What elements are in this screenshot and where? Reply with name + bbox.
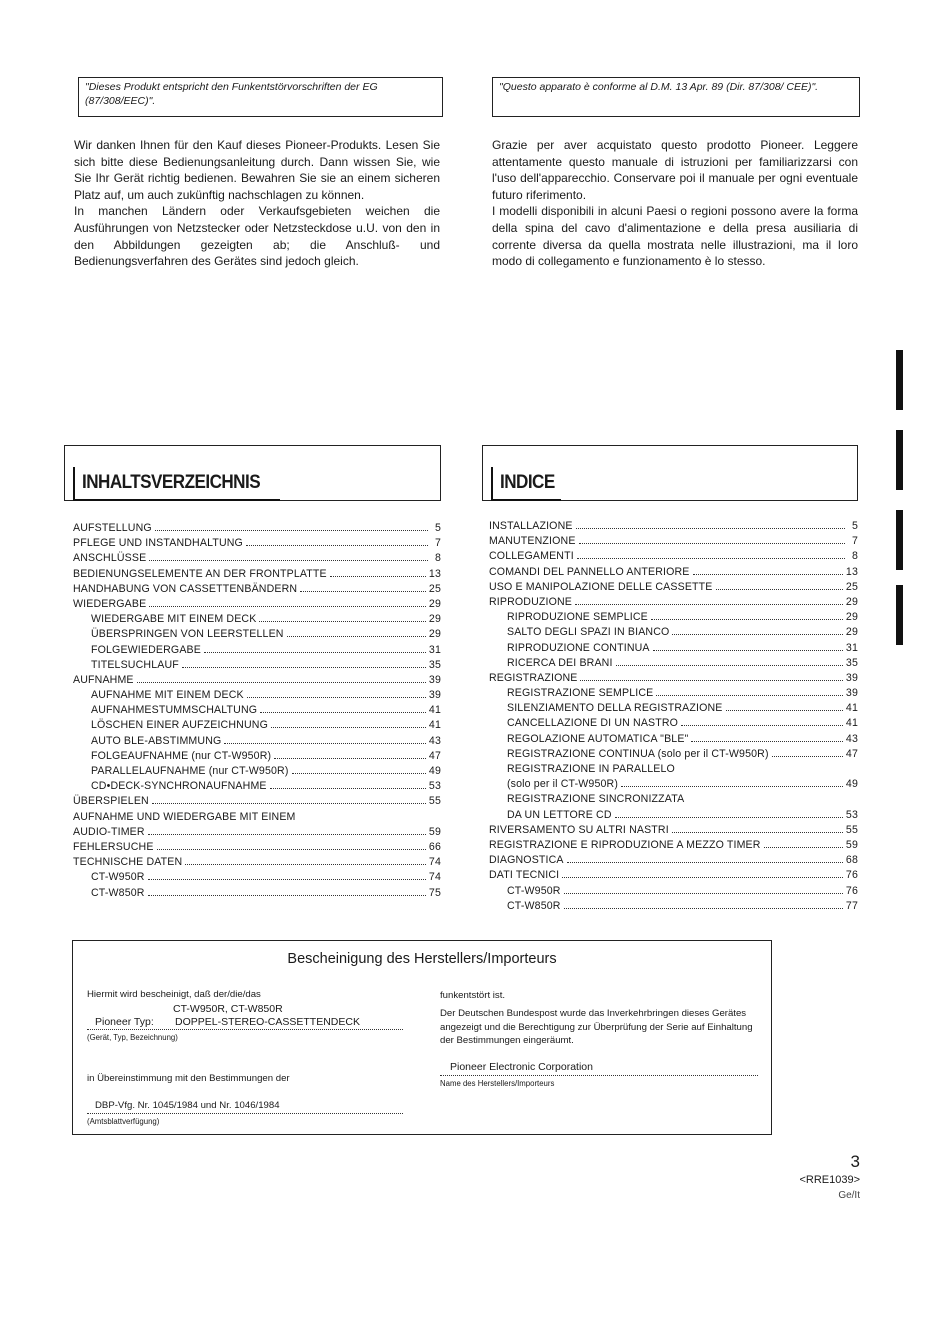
toc-entry [73, 718, 441, 733]
toc-entry [489, 595, 858, 610]
toc-entry-label: HANDHABUNG VON CASSETTENBÄNDERN [73, 582, 298, 595]
toc-de-heading-box [64, 445, 441, 501]
toc-entry-label: CT-W950R [507, 884, 561, 897]
toc-entry-label: ÜBERSPRINGEN VON LEERSTELLEN [91, 628, 284, 641]
toc-entry-label: BEDIENUNGSELEMENTE AN DER FRONTPLATTE [73, 567, 327, 580]
toc-entry-page: 43 [845, 732, 858, 745]
toc-entry [73, 886, 441, 901]
toc-entry-label: AUTO BLE-ABSTIMMUNG [91, 734, 222, 747]
toc-entry-label: REGISTRAZIONE SINCRONIZZATA [507, 793, 685, 806]
certificate-company-caption: Name des Herstellers/Importeurs [440, 1079, 555, 1088]
toc-entry-page: 59 [428, 825, 441, 838]
toc-entry-page: 41 [845, 702, 858, 715]
toc-de-title: INHALTSVERZEICHNIS [82, 472, 261, 493]
document-code: <RRE1039> [799, 1174, 860, 1186]
toc-entry [73, 734, 441, 749]
toc-entry [73, 779, 441, 794]
toc-entry-page: 41 [428, 719, 441, 732]
notice-it-text: "Questo apparato è conforme al D.M. 13 Apr. 89 (Dir. 87/308/ CEE)". [499, 81, 819, 93]
toc-leader-dots [580, 680, 842, 681]
toc-de-list [73, 521, 441, 901]
toc-entry [489, 823, 858, 838]
toc-entry [489, 534, 858, 549]
certificate-models: CT-W950R, CT-W850R [173, 1003, 283, 1015]
toc-entry-label: (solo per il CT-W950R) [507, 778, 619, 791]
toc-entry-label: REGISTRAZIONE E RIPRODUZIONE A MEZZO TIMER [489, 838, 761, 851]
toc-entry-label: ANSCHLÜSSE [73, 552, 147, 565]
toc-entry-page: 29 [428, 597, 441, 610]
toc-entry-page: 77 [845, 899, 858, 912]
toc-entry-page: 53 [428, 780, 441, 793]
toc-entry-page: 39 [428, 673, 441, 686]
toc-entry-label: FOLGEAUFNAHME (nur CT-W950R) [91, 749, 272, 762]
toc-entry-page: 59 [845, 838, 858, 851]
certificate-regulation-dotline [87, 1113, 403, 1114]
toc-entry-label: RIPRODUZIONE SEMPLICE [507, 611, 648, 624]
toc-entry-label: DA UN LETTORE CD [507, 808, 612, 821]
toc-entry [489, 868, 858, 883]
certificate-right1: funkentstört ist. [440, 990, 506, 1001]
toc-entry-label: AUFNAHME MIT EINEM DECK [91, 689, 244, 702]
toc-entry-label: PARALLELAUFNAHME (nur CT-W950R) [91, 765, 289, 777]
toc-entry-label: REGISTRAZIONE IN PARALLELO [507, 763, 675, 775]
language-code: Ge/It [838, 1190, 860, 1201]
toc-entry-page: 8 [851, 550, 858, 563]
intro-it [492, 137, 858, 270]
toc-entry [489, 899, 858, 914]
toc-entry-page: 5 [434, 522, 441, 534]
toc-it-heading-frame [491, 467, 561, 501]
toc-entry [489, 884, 858, 899]
toc-leader-dots [726, 710, 843, 711]
toc-entry [489, 792, 858, 807]
toc-de-heading-frame [73, 467, 280, 501]
toc-entry [489, 580, 858, 595]
toc-entry-label: AUDIO-TIMER [73, 825, 145, 838]
toc-entry-page: 49 [845, 778, 858, 791]
index-tab-bar-4 [896, 585, 903, 645]
toc-entry-label: TITELSUCHLAUF [91, 658, 179, 671]
toc-entry [73, 870, 441, 885]
toc-leader-dots [693, 574, 843, 575]
toc-entry [489, 732, 858, 747]
toc-entry-label: TECHNISCHE DATEN [73, 856, 183, 869]
certificate-line2: in Übereinstimmung mit den Bestimmungen der [87, 1073, 290, 1084]
toc-entry-page: 74 [428, 856, 441, 869]
toc-leader-dots [772, 756, 843, 757]
toc-entry-page: 29 [845, 611, 858, 624]
toc-leader-dots [653, 650, 843, 651]
toc-leader-dots [182, 667, 426, 668]
notice-de-text: "Dieses Produkt entspricht den Funkentstörvorschriften der EG (87/308/EEC)". [85, 81, 378, 107]
toc-leader-dots [564, 908, 843, 909]
toc-leader-dots [564, 893, 843, 894]
toc-leader-dots [287, 636, 426, 637]
toc-entry-page: 75 [428, 886, 441, 899]
toc-entry-label: RICERCA DEI BRANI [507, 656, 613, 669]
index-tab-bar-2 [896, 430, 903, 490]
certificate-company: Pioneer Electronic Corporation [450, 1061, 593, 1073]
toc-entry-page: 39 [428, 689, 441, 702]
toc-entry-label: AUFNAHME UND WIEDERGABE MIT EINEM [73, 810, 296, 823]
toc-entry [73, 658, 441, 673]
toc-entry-label: PFLEGE UND INSTANDHALTUNG [73, 537, 243, 550]
toc-entry [489, 641, 858, 656]
toc-entry-label: CD•DECK-SYNCHRONAUFNAHME [91, 780, 267, 793]
toc-leader-dots [651, 619, 843, 620]
toc-entry-label: SILENZIAMENTO DELLA REGISTRAZIONE [507, 702, 723, 715]
toc-entry-page: 13 [845, 565, 858, 578]
toc-it-list [489, 519, 858, 914]
toc-entry-page: 35 [428, 658, 441, 671]
index-tab-bar-3 [896, 510, 903, 570]
toc-entry-page: 31 [428, 643, 441, 656]
toc-entry [73, 673, 441, 688]
toc-entry [489, 777, 858, 792]
toc-leader-dots [204, 652, 426, 653]
toc-entry [73, 794, 441, 809]
certificate-title: Bescheinigung des Herstellers/Importeurs [287, 951, 557, 967]
toc-entry-label: REGISTRAZIONE SEMPLICE [507, 687, 654, 700]
toc-entry-label: COMANDI DEL PANNELLO ANTERIORE [489, 565, 690, 578]
notice-it [492, 77, 860, 117]
toc-leader-dots [155, 530, 428, 531]
toc-entry-label: CT-W850R [507, 899, 561, 912]
toc-entry [489, 808, 858, 823]
toc-entry-page: 29 [428, 628, 441, 641]
toc-entry-page: 43 [428, 734, 441, 747]
toc-entry-page: 53 [845, 808, 858, 821]
toc-entry [489, 762, 858, 777]
toc-leader-dots [185, 864, 426, 865]
toc-entry-page: 13 [428, 567, 441, 580]
intro-de-p1: Wir danken Ihnen für den Kauf dieses Pioneer-Produkts. Lesen Sie sich bitte diese Bedienungsanleitung durch. Dann wissen Sie, wie Sie Ihr Gerät richtig bedienen. Bewahren Sie sie an einem sicheren Platz auf, um auch zukünftig nachschlagen zu können. [74, 138, 440, 202]
certificate-company-dotline [440, 1075, 758, 1076]
certificate-regulation: DBP-Vfg. Nr. 1045/1984 und Nr. 1046/1984 [95, 1100, 280, 1111]
toc-leader-dots [224, 743, 426, 744]
toc-entry-page: 39 [845, 687, 858, 700]
toc-entry [489, 671, 858, 686]
toc-entry-label: RIPRODUZIONE CONTINUA [507, 641, 650, 654]
toc-leader-dots [148, 879, 426, 880]
toc-entry [73, 688, 441, 703]
toc-entry [73, 749, 441, 764]
toc-entry-page: 7 [851, 535, 858, 548]
toc-entry-label: WIEDERGABE MIT EINEM DECK [91, 613, 257, 626]
toc-entry-label: USO E MANIPOLAZIONE DELLE CASSETTE [489, 580, 713, 593]
toc-entry-label: RIVERSAMENTO SU ALTRI NASTRI [489, 823, 669, 836]
toc-entry-page: 31 [845, 641, 858, 654]
toc-entry [489, 625, 858, 640]
toc-entry [73, 582, 441, 597]
toc-entry-page: 76 [845, 869, 858, 882]
manufacturer-certificate [72, 940, 772, 1135]
certificate-type-label: Pioneer Typ: [95, 1016, 154, 1028]
toc-entry-label: DIAGNOSTICA [489, 854, 564, 867]
toc-entry-label: CT-W950R [91, 871, 145, 884]
toc-leader-dots [260, 712, 426, 713]
toc-entry [73, 810, 441, 825]
toc-leader-dots [562, 877, 843, 878]
toc-entry-page: 39 [845, 671, 858, 684]
index-tab-bar-1 [896, 350, 903, 410]
toc-entry-page: 7 [434, 537, 441, 550]
toc-entry-page: 29 [845, 626, 858, 639]
toc-leader-dots [576, 528, 845, 529]
toc-entry-label: ÜBERSPIELEN [73, 795, 149, 808]
toc-leader-dots [149, 560, 428, 561]
certificate-type-caption: (Gerät, Typ, Bezeichnung) [87, 1033, 178, 1042]
intro-de [74, 137, 440, 270]
toc-leader-dots [575, 604, 843, 605]
toc-entry [73, 551, 441, 566]
toc-entry [489, 701, 858, 716]
toc-entry [73, 612, 441, 627]
toc-entry [489, 747, 858, 762]
toc-leader-dots [274, 758, 426, 759]
toc-entry-page: 55 [845, 823, 858, 836]
toc-entry [489, 565, 858, 580]
toc-leader-dots [656, 695, 843, 696]
toc-entry-label: COLLEGAMENTI [489, 550, 574, 563]
toc-entry-page: 47 [845, 747, 858, 760]
toc-entry-page: 5 [851, 520, 858, 532]
intro-it-p1: Grazie per aver acquistato questo prodotto Pioneer. Leggere attentamente questo manuale di istruzioni per familiarizzarsi con l'uso dell'apparecchio. Conservare poi il manuale per ogni eventuale futuro riferimento. [492, 138, 858, 202]
toc-entry-page: 35 [845, 656, 858, 669]
toc-entry [489, 610, 858, 625]
toc-entry-page: 68 [845, 854, 858, 867]
toc-entry-page: 49 [428, 765, 441, 777]
toc-leader-dots [247, 697, 426, 698]
toc-entry-page: 76 [845, 884, 858, 897]
toc-entry [73, 567, 441, 582]
toc-entry-label: AUFNAHME [73, 673, 134, 686]
toc-it-heading-box [482, 445, 858, 501]
toc-leader-dots [330, 576, 426, 577]
toc-leader-dots [148, 834, 426, 835]
toc-entry-label: LÖSCHEN EINER AUFZEICHNUNG [91, 719, 268, 732]
toc-entry-label: DATI TECNICI [489, 869, 560, 882]
toc-entry [73, 764, 441, 779]
toc-leader-dots [567, 862, 843, 863]
toc-leader-dots [137, 682, 426, 683]
toc-leader-dots [271, 727, 426, 728]
toc-entry-label: RIPRODUZIONE [489, 595, 573, 608]
toc-entry-page: 29 [428, 613, 441, 626]
toc-entry [73, 840, 441, 855]
page-number: 3 [850, 1152, 860, 1171]
toc-entry-label: CANCELLAZIONE DI UN NASTRO [507, 717, 679, 730]
toc-entry-page: 25 [845, 580, 858, 593]
toc-entry-label: AUFSTELLUNG [73, 522, 152, 534]
toc-entry [489, 716, 858, 731]
toc-entry [73, 627, 441, 642]
toc-entry-page: 29 [845, 595, 858, 608]
toc-entry [73, 536, 441, 551]
toc-entry-label: WIEDERGABE [73, 597, 147, 610]
toc-entry-page: 47 [428, 749, 441, 762]
toc-entry-page: 8 [434, 552, 441, 565]
toc-it-title: INDICE [500, 472, 555, 493]
toc-entry-page: 66 [428, 840, 441, 853]
toc-entry-page: 41 [428, 704, 441, 717]
toc-entry-page: 74 [428, 871, 441, 884]
toc-leader-dots [621, 786, 843, 787]
toc-entry [73, 825, 441, 840]
toc-entry [489, 549, 858, 564]
toc-leader-dots [764, 847, 843, 848]
toc-entry-label: CT-W850R [91, 886, 145, 899]
toc-entry [73, 855, 441, 870]
notice-de [78, 77, 443, 117]
toc-leader-dots [300, 591, 426, 592]
toc-leader-dots [672, 832, 843, 833]
certificate-line1: Hiermit wird bescheinigt, daß der/die/das [87, 989, 261, 1000]
toc-leader-dots [152, 803, 426, 804]
toc-entry [73, 521, 441, 536]
toc-leader-dots [157, 849, 426, 850]
toc-leader-dots [292, 773, 426, 774]
toc-leader-dots [672, 634, 842, 635]
toc-entry-label: AUFNAHMESTUMMSCHALTUNG [91, 704, 258, 717]
toc-entry [489, 838, 858, 853]
toc-leader-dots [691, 741, 842, 742]
toc-entry-label: REGISTRAZIONE [489, 671, 578, 684]
toc-leader-dots [616, 665, 843, 666]
toc-leader-dots [149, 606, 426, 607]
toc-entry [489, 656, 858, 671]
toc-leader-dots [259, 621, 425, 622]
toc-entry-label: FOLGEWIEDERGABE [91, 643, 201, 656]
toc-entry-label: MANUTENZIONE [489, 535, 576, 548]
toc-leader-dots [270, 788, 426, 789]
toc-entry [73, 597, 441, 612]
toc-leader-dots [148, 895, 426, 896]
certificate-type-value: DOPPEL-STEREO-CASSETTENDECK [175, 1016, 360, 1028]
toc-entry-label: REGOLAZIONE AUTOMATICA "BLE" [507, 732, 689, 745]
certificate-right2: Der Deutschen Bundespost wurde das Inverkehrbringen dieses Gerätes angezeigt und die Berechtigung zur Überprüfung der Serie auf Einhaltung der Bestimmungen eingeräumt. [440, 1008, 753, 1046]
toc-leader-dots [579, 543, 845, 544]
toc-entry [489, 853, 858, 868]
certificate-type-dotline [87, 1029, 403, 1030]
toc-leader-dots [716, 589, 843, 590]
intro-de-p2: In manchen Ländern oder Verkaufsgebieten weichen die Ausführungen von Netzstecker oder Netzsteckdose u.U. von den in den Abbildungen gezeigten ab; die Anschluß- und Bedienungsverfahren des Gerätes sind jedoch gleich. [74, 204, 440, 269]
toc-entry-page: 55 [428, 795, 441, 808]
toc-entry-page: 25 [428, 582, 441, 595]
intro-it-p2: I modelli disponibili in alcuni Paesi o regioni possono avere la forma della spina del cavo d'alimentazione e della presa ausiliaria di corrente diversa da quella mostrata nelle illustrazioni, ma il loro modo di collegamento e funzionamento è lo stesso. [492, 204, 858, 269]
toc-entry [489, 686, 858, 701]
toc-leader-dots [681, 725, 843, 726]
toc-leader-dots [246, 545, 428, 546]
toc-entry-page: 41 [845, 717, 858, 730]
toc-entry-label: FEHLERSUCHE [73, 840, 154, 853]
toc-entry [73, 703, 441, 718]
toc-leader-dots [577, 558, 845, 559]
toc-entry [73, 643, 441, 658]
toc-entry [489, 519, 858, 534]
toc-entry-label: REGISTRAZIONE CONTINUA (solo per il CT-W950R) [507, 747, 769, 760]
toc-leader-dots [615, 817, 843, 818]
certificate-regulation-caption: (Amtsblattverfügung) [87, 1117, 160, 1126]
toc-entry-label: SALTO DEGLI SPAZI IN BIANCO [507, 626, 670, 639]
toc-entry-label: INSTALLAZIONE [489, 520, 573, 532]
